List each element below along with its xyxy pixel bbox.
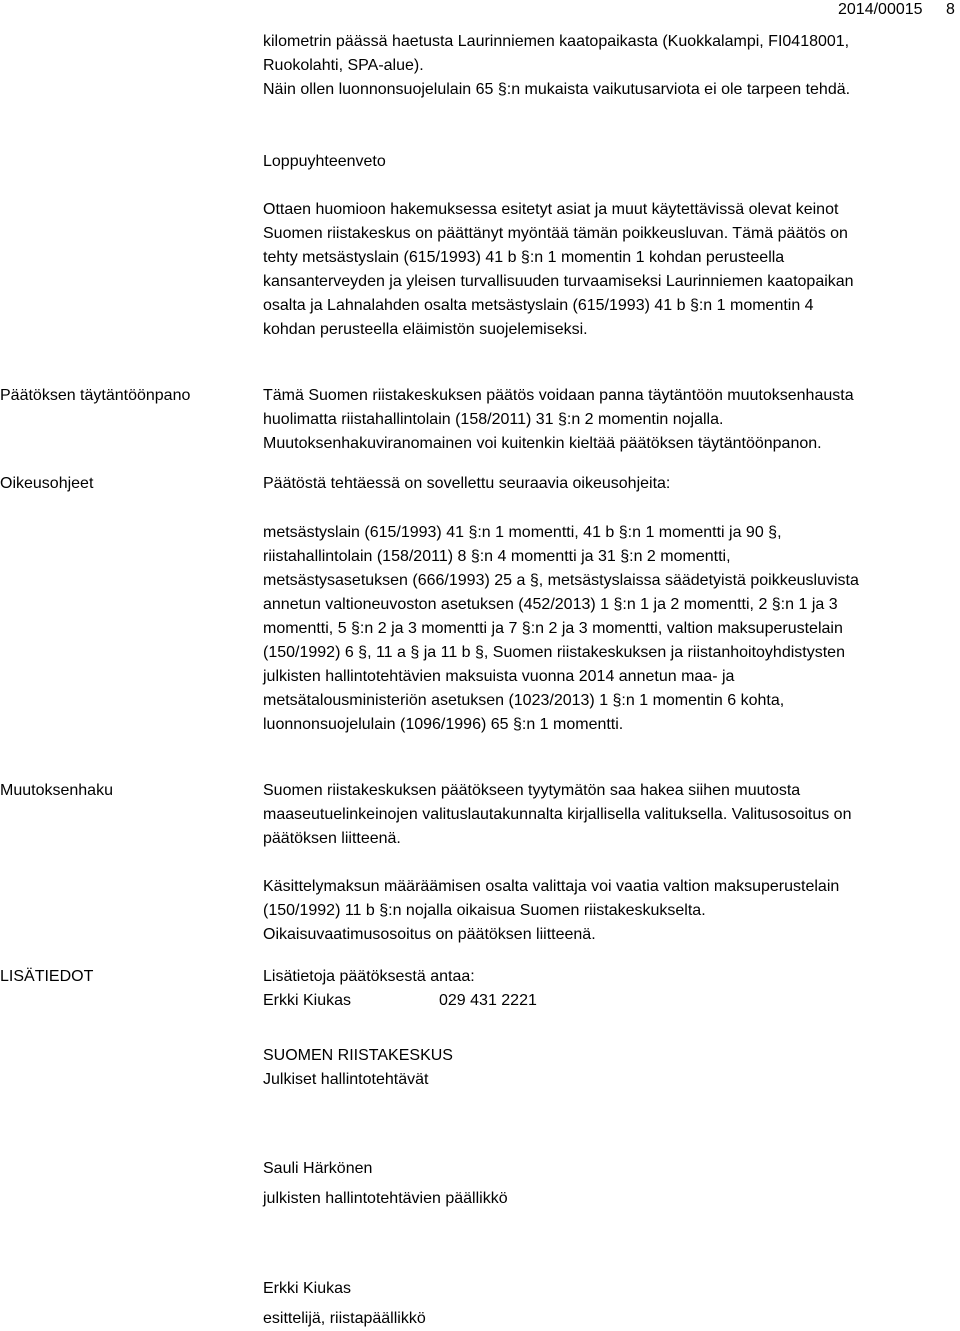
appeal-line: Oikaisuvaatimusosoitus on päätöksen liitteenä. bbox=[263, 926, 596, 943]
summary-line: Suomen riistakeskus on päättänyt myöntää tämän poikkeusluvan. Tämä päätös on bbox=[263, 225, 848, 242]
document-number: 2014/00015 bbox=[838, 1, 923, 18]
summary-heading: Loppuyhteenveto bbox=[263, 153, 386, 170]
contact-phone: 029 431 2221 bbox=[439, 992, 537, 1009]
appeal-line: Käsittelymaksun määräämisen osalta valittaja voi vaatia valtion maksuperustelain bbox=[263, 878, 840, 895]
info-label: LISÄTIEDOT bbox=[0, 968, 94, 985]
org-name: SUOMEN RIISTAKESKUS bbox=[263, 1047, 453, 1064]
legal-line: metsästysasetuksen (666/1993) 25 a §, metsästyslaissa säädetyistä poikkeusluvista bbox=[263, 572, 859, 589]
summary-line: tehty metsästyslain (615/1993) 41 b §:n 1 momentin 1 kohdan perusteella bbox=[263, 249, 785, 266]
info-intro: Lisätietoja päätöksestä antaa: bbox=[263, 968, 475, 985]
legal-line: momentti, 5 §:n 2 ja 3 momentti ja 7 §:n 2 ja 3 momentti, valtion maksuperustelain bbox=[263, 620, 843, 637]
legal-label: Oikeusohjeet bbox=[0, 475, 94, 492]
legal-line: riistahallintolain (158/2011) 8 §:n 4 momentti ja 31 §:n 2 momentti, bbox=[263, 548, 731, 565]
appeal-label: Muutoksenhaku bbox=[0, 782, 113, 799]
page-number: 8 bbox=[946, 1, 955, 18]
signatory-name: Sauli Härkönen bbox=[263, 1160, 373, 1177]
legal-line: (150/1992) 6 §, 11 a § ja 11 b §, Suomen riistakeskuksen ja riistanhoitoyhdistysten bbox=[263, 644, 845, 661]
appeal-line: (150/1992) 11 b §:n nojalla oikaisua Suomen riistakeskukselta. bbox=[263, 902, 706, 919]
enforcement-line: huolimatta riistahallintolain (158/2011) 31 §:n 2 momentin nojalla. bbox=[263, 411, 724, 428]
legal-intro: Päätöstä tehtäessä on sovellettu seuraavia oikeusohjeita: bbox=[263, 475, 671, 492]
summary-line: Ottaen huomioon hakemuksessa esitetyt asiat ja muut käytettävissä olevat keinot bbox=[263, 201, 839, 218]
legal-line: luonnonsuojelulain (1096/1996) 65 §:n 1 momentti. bbox=[263, 716, 624, 733]
appeal-line: maaseutuelinkeinojen valituslautakunnalta kirjallisella valituksella. Valitusosoitus on bbox=[263, 806, 852, 823]
contact-name: Erkki Kiukas bbox=[263, 992, 352, 1009]
legal-line: metsästyslain (615/1993) 41 §:n 1 momentti, 41 b §:n 1 momentti ja 90 §, bbox=[263, 524, 782, 541]
legal-line: metsätalousministeriön asetuksen (1023/2013) 1 §:n 1 momentin 6 kohta, bbox=[263, 692, 785, 709]
appeal-line: päätöksen liitteenä. bbox=[263, 830, 401, 847]
enforcement-line: Tämä Suomen riistakeskuksen päätös voidaan panna täytäntöön muutoksenhausta bbox=[263, 387, 854, 404]
appeal-line: Suomen riistakeskuksen päätökseen tyytymätön saa hakea siihen muutosta bbox=[263, 782, 801, 799]
intro-line: Näin ollen luonnonsuojelulain 65 §:n mukaista vaikutusarviota ei ole tarpeen tehdä. bbox=[263, 81, 851, 98]
summary-line: kohdan perusteella eläimistön suojelemiseksi. bbox=[263, 321, 588, 338]
enforcement-line: Muutoksenhakuviranomainen voi kuitenkin kieltää päätöksen täytäntöönpanon. bbox=[263, 435, 822, 452]
summary-line: kansanterveyden ja yleisen turvallisuuden turvaamiseksi Laurinniemen kaatopaikan bbox=[263, 273, 854, 290]
legal-line: annetun valtioneuvoston asetuksen (452/2013) 1 §:n 1 ja 2 momentti, 2 §:n 1 ja 3 bbox=[263, 596, 838, 613]
intro-line: Ruokolahti, SPA-alue). bbox=[263, 57, 424, 74]
presenter-name: Erkki Kiukas bbox=[263, 1280, 352, 1297]
summary-line: osalta ja Lahnalahden osalta metsästyslain (615/1993) 41 b §:n 1 momentin 4 bbox=[263, 297, 814, 314]
presenter-title: esittelijä, riistapäällikkö bbox=[263, 1310, 426, 1327]
intro-line: kilometrin päässä haetusta Laurinniemen kaatopaikasta (Kuokkalampi, FI0418001, bbox=[263, 33, 850, 50]
legal-line: julkisten hallintotehtävien maksuista vuonna 2014 annetun maa- ja bbox=[263, 668, 735, 685]
signatory-title: julkisten hallintotehtävien päällikkö bbox=[263, 1190, 508, 1207]
org-unit: Julkiset hallintotehtävät bbox=[263, 1071, 429, 1088]
enforcement-label: Päätöksen täytäntöönpano bbox=[0, 387, 191, 404]
